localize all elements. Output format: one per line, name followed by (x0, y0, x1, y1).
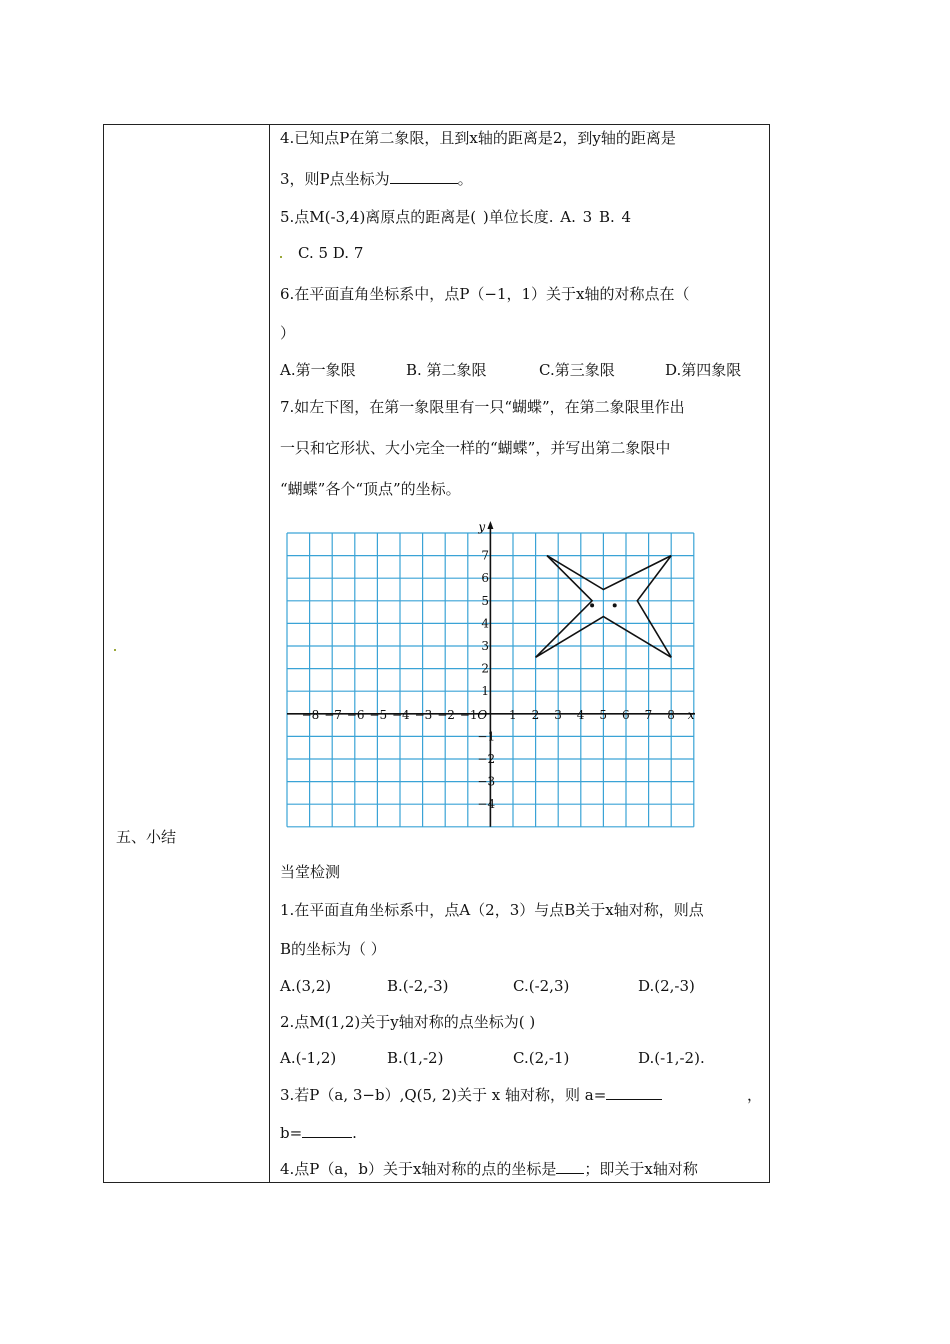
x-tick-label: −7 (324, 707, 342, 722)
test-q3-comma: ， (746, 1086, 762, 1104)
y-tick-label: 1 (481, 684, 490, 699)
q7-line2: 一只和它形状、大小完全一样的“蝴蝶”，并写出第二象限中 (280, 439, 671, 457)
y-tick-label: 6 (481, 571, 490, 586)
test-q1-options (280, 976, 695, 996)
test-q2-option-d: D.(-1,-2). (638, 1049, 705, 1067)
x-tick-label: 6 (622, 707, 630, 722)
q4-line2-text: 3，则P点坐标为 (280, 170, 390, 188)
answer-blank-a[interactable] (606, 1099, 662, 1100)
q4-line1: 4.已知点P在第二象限，且到x轴的距离是2，到y轴的距离是 (280, 129, 676, 147)
q6-option-d: D.第四象限 (665, 361, 742, 379)
q6-option-a: A.第一象限 (280, 361, 356, 379)
test-heading: 当堂检测 (280, 863, 341, 881)
x-tick-label: −8 (301, 707, 320, 722)
test-q1-option-c: C.(-2,3) (513, 977, 570, 995)
x-tick-label: −3 (414, 707, 433, 722)
test-q2-line1: 2.点M(1,2)关于y轴对称的点坐标为( ) (280, 1013, 536, 1031)
x-tick-label: 7 (644, 707, 653, 722)
test-q4-text: 4.点P（a，b）关于x轴对称的点的坐标是 (280, 1160, 557, 1178)
butterfly-eye-point (590, 603, 594, 607)
test-q1-option-d: D.(2,-3) (638, 977, 695, 995)
x-tick-label: 2 (531, 707, 540, 722)
row-label: 五、小结 (116, 828, 177, 846)
x-tick-label: 4 (576, 707, 585, 722)
y-tick-label: 2 (481, 661, 490, 676)
y-tick-label: 3 (481, 639, 490, 653)
q6-line1: 6.在平面直角坐标系中，点P（−1，1）关于x轴的对称点在（ (280, 285, 690, 303)
test-q3-line2 (280, 1123, 357, 1143)
test-q3-text: 3.若P（a, 3−b）,Q(5, 2)关于 x 轴对称，则 a= (280, 1086, 607, 1104)
test-q2-option-c: C.(2,-1) (513, 1049, 570, 1067)
x-tick-label: 1 (509, 707, 517, 722)
test-q1-line2: B的坐标为（ ） (280, 940, 386, 958)
y-tick-label: 7 (481, 548, 490, 563)
origin-label: O (477, 707, 488, 722)
y-tick-label: 4 (481, 616, 490, 631)
y-axis-label: y (478, 520, 486, 534)
test-q3-line1 (280, 1085, 762, 1105)
test-q4-line1 (280, 1159, 698, 1179)
answer-blank-b[interactable] (302, 1137, 352, 1138)
test-q1-option-b: B.(-2,-3) (387, 977, 449, 995)
x-axis-label: x (687, 707, 695, 722)
answer-blank[interactable] (390, 183, 458, 184)
x-tick-label: −6 (346, 707, 365, 722)
x-tick-label: −2 (437, 707, 455, 722)
q6-options (280, 360, 741, 380)
x-tick-label: 3 (554, 707, 562, 722)
x-tick-label: −1 (459, 707, 478, 722)
test-q1-option-a: A.(3,2) (280, 977, 332, 995)
y-tick-label: 5 (481, 593, 490, 608)
q5-line2: C. 5 D. 7 (298, 244, 364, 262)
q5-line1: 5.点M(-3,4)离原点的距离是( )单位长度. A. 3 B. 4 (280, 208, 632, 226)
q4-line2-end: 。 (457, 170, 473, 188)
y-axis-arrow (487, 521, 493, 529)
x-tick-label: −5 (369, 707, 388, 722)
y-tick-label: −2 (477, 752, 496, 766)
test-q1-line1: 1.在平面直角坐标系中，点A（2，3）与点B关于x轴对称，则点 (280, 901, 704, 919)
test-q4-end: ；即关于x轴对称 (584, 1160, 698, 1178)
test-q2-option-a: A.(-1,2) (280, 1049, 337, 1067)
x-tick-label: 5 (599, 707, 608, 722)
y-tick-label: −4 (477, 797, 496, 812)
decorative-dot (114, 649, 116, 651)
y-tick-label: −1 (477, 729, 496, 744)
q7-line3: “蝴蝶”各个“顶点”的坐标。 (280, 480, 461, 498)
test-q3-b-label: b= (280, 1124, 303, 1142)
x-tick-label: 8 (667, 707, 675, 722)
answer-blank-c[interactable] (556, 1173, 584, 1174)
butterfly-eye-point (613, 603, 617, 607)
coordinate-grid-chart (183, 404, 695, 834)
test-q2-option-b: B.(1,-2) (387, 1049, 444, 1067)
q6-option-c: C.第三象限 (539, 361, 615, 379)
decorative-dot (280, 256, 282, 258)
x-tick-label: −4 (392, 707, 410, 722)
test-q2-options (280, 1048, 705, 1068)
q7-line1: 7.如左下图，在第一象限里有一只“蝴蝶”，在第二象限里作出 (280, 398, 685, 416)
q4-line2 (280, 169, 473, 189)
q6-line2: ） (280, 324, 296, 342)
q6-option-b: B. 第二象限 (406, 361, 487, 379)
y-tick-label: −3 (477, 774, 496, 789)
test-q3-period: . (352, 1124, 357, 1142)
